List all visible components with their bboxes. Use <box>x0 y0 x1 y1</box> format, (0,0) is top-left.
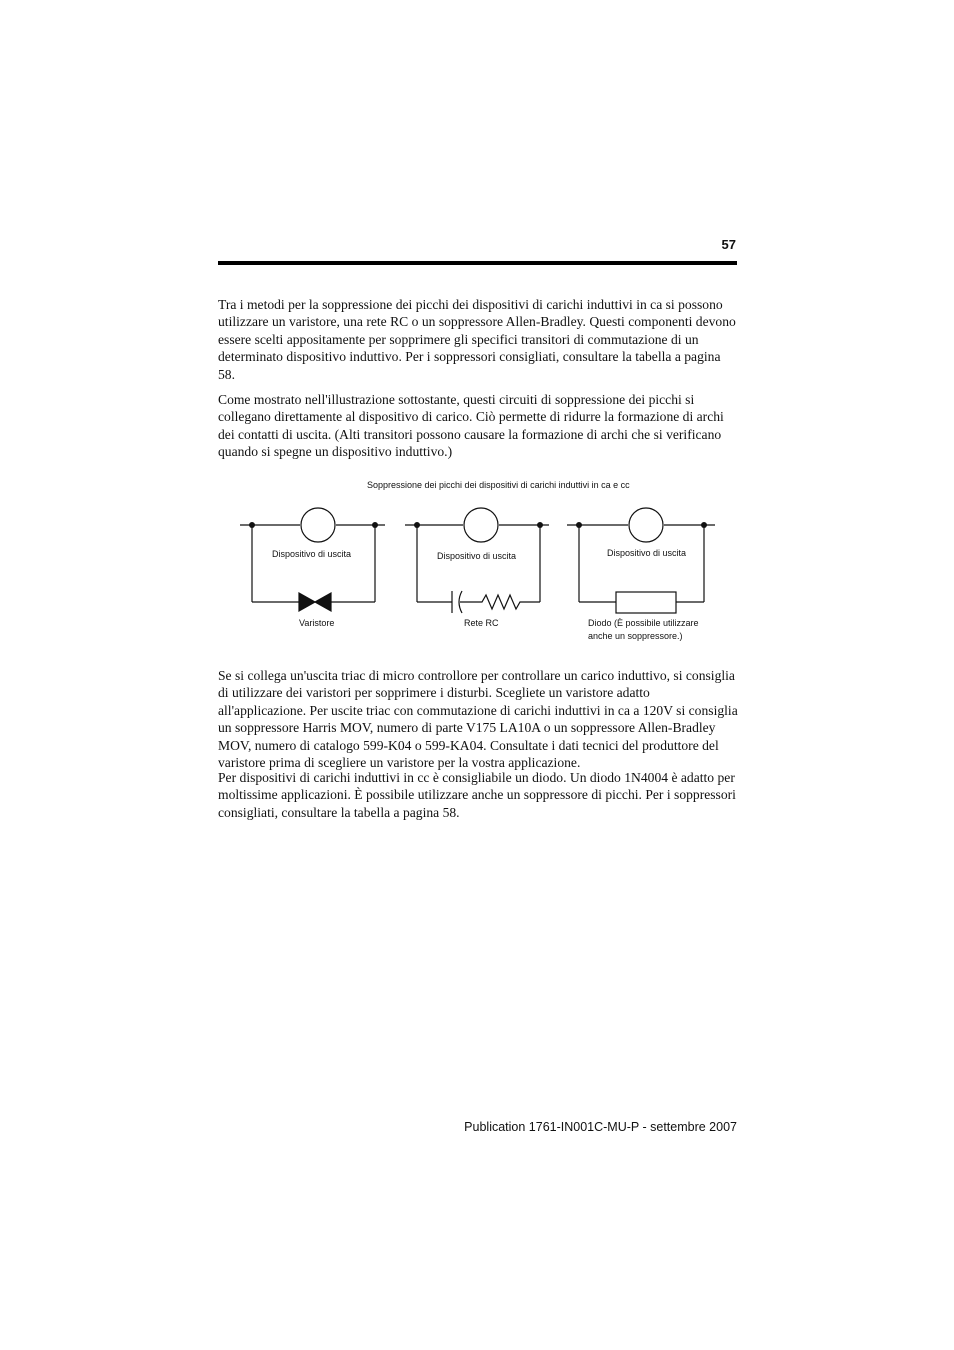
device-label-2: Dispositivo di uscita <box>437 551 517 561</box>
terminal-dot <box>372 522 378 528</box>
terminal-dot <box>537 522 543 528</box>
caption-diodo-line1: Diodo (È possibile utilizzare <box>588 618 699 628</box>
output-device-coil-icon <box>301 508 335 542</box>
terminal-dot <box>249 522 255 528</box>
terminal-dot <box>414 522 420 528</box>
varistor-icon <box>299 593 331 611</box>
caption-diodo-line2: anche un soppressore.) <box>588 631 683 641</box>
header-rule <box>218 261 737 265</box>
output-device-coil-icon <box>629 508 663 542</box>
publication-footer: Publication 1761-IN001C-MU-P - settembre 2007 <box>464 1120 737 1134</box>
suppression-figure <box>230 472 730 652</box>
terminal-dot <box>576 522 582 528</box>
diode-circuit <box>567 508 715 613</box>
device-label-1: Dispositivo di uscita <box>272 549 352 559</box>
paragraph-circuit-connection: Come mostrato nell'illustrazione sottostante, questi circuiti di soppressione dei picchi si collegano direttamente al dispositivo di carico. Ciò permette di ridurre la formazione di archi dei contatti di uscita. (Alti transitori possono causare la formazione di archi che si verificano quando si spegne un dispositivo induttivo.) <box>218 392 724 460</box>
caption-varistore: Varistore <box>299 618 335 628</box>
output-device-coil-icon <box>464 508 498 542</box>
device-label-3: Dispositivo di uscita <box>607 548 687 558</box>
terminal-dot <box>701 522 707 528</box>
diode-suppressor-box <box>616 592 676 613</box>
figure-title: Soppressione dei picchi dei dispositivi di carichi induttivi in ca e cc <box>367 480 630 490</box>
paragraph-ac-suppression-methods: Tra i metodi per la soppressione dei picchi dei dispositivi di carichi induttivi in ca si possono utilizzare un varistore, una rete RC o un soppressore Allen-Bradley. Questi componenti devono essere scelti appositamente per sopprimere gli specifici transitori di commutazione di un determinato dispositivo induttivo. Per i soppressori consigliati, consultare la tabella a pagina 58. <box>218 297 736 382</box>
paragraph-triac-varistor: Se si collega un'uscita triac di micro controllore per controllare un carico induttivo, si consiglia di utilizzare dei varistori per sopprimere i disturbi. Scegliete un varistore adatto all'applicazione. Per uscite triac con commutazione di carichi induttivi in ca a 120V si consiglia un soppressore Harris MOV, numero di parte V175 LA10A o un soppressore Allen-Bradley MOV, numero di catalogo 599-K04 o 599-KA04. Consultate i dati tecnici del produttore del varistore prima di scegliere un varistore per la vostra applicazione. <box>218 668 738 771</box>
paragraph-dc-diode: Per dispositivi di carichi induttivi in cc è consigliabile un diodo. Un diodo 1N4004 è adatto per moltissime applicazioni. È possibile utilizzare anche un soppressore di picchi. Per i soppressori consigliati, consultare la tabella a pagina 58. <box>218 770 736 820</box>
caption-rete-rc: Rete RC <box>464 618 499 628</box>
page-number: 57 <box>721 237 736 252</box>
resistor-icon <box>460 595 540 609</box>
